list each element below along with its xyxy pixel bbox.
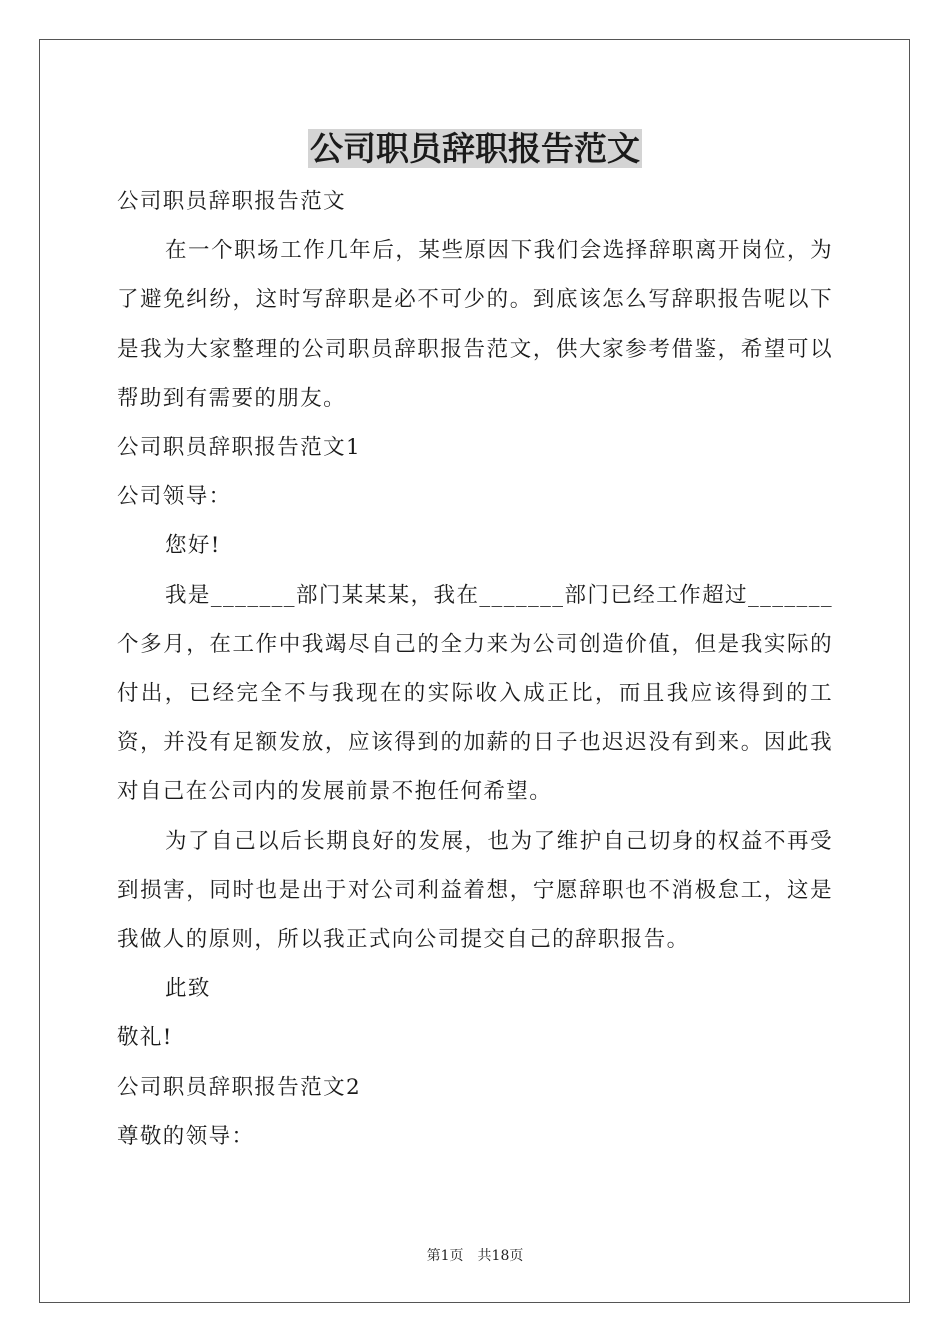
closing-regards: 敬礼!	[117, 1025, 173, 1051]
document-body	[117, 177, 833, 1161]
total-pages: 共18页	[477, 1248, 524, 1264]
body-paragraph-1: 我是_______部门某某某，我在_______部门已经工作超过_______个多月，在工作中我竭尽自己的全力来为公司创造价值，但是我实际的付出，已经完全不与我现在的实际收入成正比，而且我应该得到的工资，并没有足额发放，应该得到的加薪的日子也迟迟没有到来。因此我对自己在公司内的发展前景不抱任何希望。	[117, 582, 833, 805]
subtitle-line: 公司职员辞职报告范文	[117, 189, 347, 214]
page-number: 第1页	[426, 1248, 464, 1264]
document-title-text: 公司职员辞职报告范文	[310, 129, 640, 168]
salutation-2: 尊敬的领导：	[117, 1123, 255, 1149]
section-heading-1: 公司职员辞职报告范文1	[117, 435, 362, 461]
page-footer	[0, 1246, 950, 1266]
document-title	[0, 126, 950, 172]
body-paragraph-2: 为了自己以后长期良好的发展，也为了维护自己切身的权益不再受到损害，同时也是出于对公司利益着想，宁愿辞职也不消极怠工，这是我做人的原则，所以我正式向公司提交自己的辞职报告。	[117, 828, 833, 953]
closing-line: 此致	[165, 976, 211, 1002]
salutation-1: 公司领导：	[117, 484, 232, 510]
greeting: 您好!	[165, 533, 221, 559]
section-heading-2: 公司职员辞职报告范文2	[117, 1074, 362, 1100]
intro-paragraph: 在一个职场工作几年后，某些原因下我们会选择辞职离开岗位，为了避免纠纷，这时写辞职是必不可少的。到底该怎么写辞职报告呢以下是我为大家整理的公司职员辞职报告范文，供大家参考借鉴，希望可以帮助到有需要的朋友。	[117, 238, 833, 411]
